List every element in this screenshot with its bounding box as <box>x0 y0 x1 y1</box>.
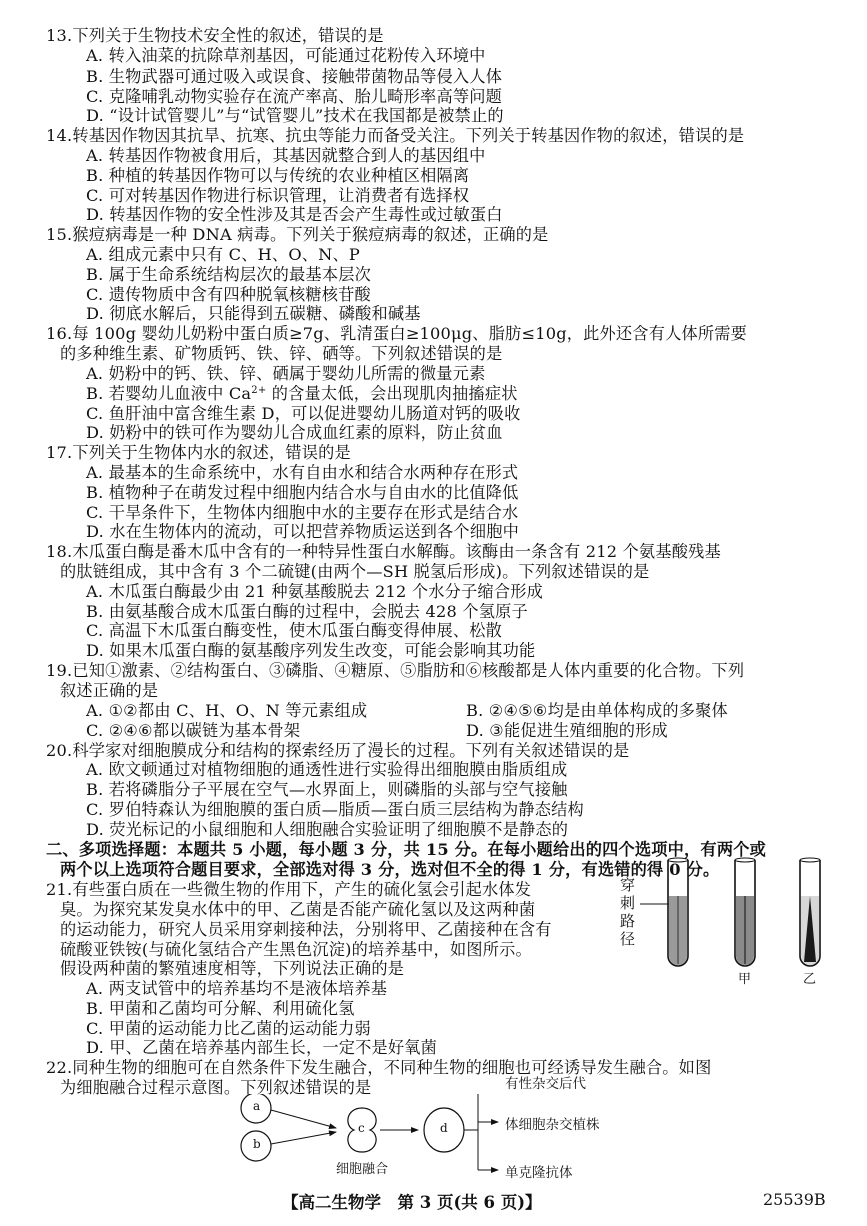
tube-label-jia: 甲 <box>738 972 752 987</box>
q18-option-c: C. 高温下木瓜蛋白酶变性，使木瓜蛋白酶变得伸展、松散 <box>86 621 502 640</box>
stab-path-label-char4: 径 <box>620 930 636 948</box>
q16-option-d: D. 奶粉中的铁可作为婴幼儿合成血红素的原料，防止贫血 <box>86 423 503 442</box>
q13-stem: 13.下列关于生物技术安全性的叙述，错误的是 <box>46 26 384 45</box>
q16-option-b-sup: 2+ <box>251 385 267 396</box>
q15-option-b: B. 属于生命系统结构层次的最基本层次 <box>86 265 371 284</box>
q18-option-d: D. 如果木瓜蛋白酶的氨基酸序列发生改变，可能会影响其功能 <box>86 641 536 660</box>
cell-c-label: c <box>358 1121 365 1135</box>
stab-path-label-char3: 路 <box>620 912 636 930</box>
cell-fusion-diagram <box>230 1094 650 1178</box>
q20-option-c: C. 罗伯特森认为细胞膜的蛋白质—脂质—蛋白质三层结构为静态结构 <box>86 800 584 819</box>
q16-option-c: C. 鱼肝油中富含维生素 D，可以促进婴幼儿肠道对钙的吸收 <box>86 404 521 423</box>
q14-option-a: A. 转基因作物被食用后，其基因就整合到人的基因组中 <box>86 146 486 165</box>
q15-option-d: D. 彻底水解后，只能得到五碳糖、磷酸和碱基 <box>86 304 421 323</box>
q13-option-b: B. 生物武器可通过吸入或误食、接触带菌物品等侵入人体 <box>86 67 503 86</box>
tube-yi <box>800 858 820 966</box>
q21-stem-line2: 臭。为探究某发臭水体中的甲、乙菌是否能产硫化氢以及这两种菌 <box>60 900 536 919</box>
q16-option-b <box>86 384 518 403</box>
stab-path-label-char1: 穿 <box>620 876 636 894</box>
q16-option-b-pre: B. 若婴幼儿血液中 Ca <box>86 384 252 403</box>
q18-stem-line1: 18.木瓜蛋白酶是番木瓜中含有的一种特异性蛋白水解酶。该酶由一条含有 212 个氨基酸残基 <box>46 542 721 561</box>
fusion-label: 细胞融合 <box>336 1162 389 1177</box>
q21-stem-line1: 21.有些蛋白质在一些微生物的作用下，产生的硫化氢会引起水体发 <box>46 880 532 899</box>
q17-option-a: A. 最基本的生命系统中，水有自由水和结合水两种存在形式 <box>86 463 519 482</box>
q17-option-b: B. 植物种子在萌发过程中细胞内结合水与自由水的比值降低 <box>86 483 519 502</box>
q21-stem-line4: 硫酸亚铁铵(与硫化氢结合产生黑色沉淀)的培养基中，如图所示。 <box>60 940 532 959</box>
q19-option-b: B. ②④⑤⑥均是由单体构成的多聚体 <box>466 701 728 720</box>
q15-option-c: C. 遗传物质中含有四种脱氧核糖核苷酸 <box>86 285 371 304</box>
arrow-a-to-c <box>271 1110 336 1128</box>
tube-label-yi: 乙 <box>803 972 817 987</box>
q21-option-d: D. 甲、乙菌在培养基内部生长，一定不是好氧菌 <box>86 1038 438 1057</box>
outcome-somatic-hybrid-plant: 体细胞杂交植株 <box>505 1117 600 1133</box>
q19-stem-line1: 19.已知①激素、②结构蛋白、③磷脂、④糖原、⑤脂肪和⑥核酸都是人体内重要的化合物。下列 <box>46 661 745 680</box>
cell-d-label: d <box>440 1121 448 1135</box>
q14-option-c: C. 可对转基因作物进行标识管理，让消费者有选择权 <box>86 186 470 205</box>
q17-option-d: D. 水在生物体内的流动，可以把营养物质运送到各个细胞中 <box>86 522 519 541</box>
q21-test-tube-figure <box>620 852 840 982</box>
outcome-sexual-hybrid: 有性杂交后代 <box>505 1076 586 1092</box>
tube-jia <box>668 858 688 966</box>
section2-heading-line2: 两个以上选项符合题目要求，全部选对得 3 分，选对但不全的得 1 分，有选错的得 0 分。 <box>60 860 720 879</box>
arrow-b-to-c <box>271 1132 336 1144</box>
q21-stem-line5: 假设两种菌的繁殖速度相等，下列说法正确的是 <box>60 959 405 978</box>
q16-option-b-post: 的含量太低，会出现肌肉抽搐症状 <box>266 384 518 403</box>
q19-option-c: C. ②④⑥都以碳链为基本骨架 <box>86 721 301 740</box>
tube-middle <box>735 858 755 966</box>
q20-option-b: B. 若将磷脂分子平展在空气—水界面上，则磷脂的头部与空气接触 <box>86 780 568 799</box>
q14-stem: 14.转基因作物因其抗旱、抗寒、抗虫等能力而备受关注。下列关于转基因作物的叙述，错误的是 <box>46 126 745 145</box>
q13-option-c: C. 克隆哺乳动物实验存在流产率高、胎儿畸形率高等问题 <box>86 87 502 106</box>
q18-option-a: A. 木瓜蛋白酶最少由 21 种氨基酸脱去 212 个水分子缩合形成 <box>86 582 543 601</box>
q20-option-a: A. 欧文顿通过对植物细胞的通透性进行实验得出细胞膜由脂质组成 <box>86 760 568 779</box>
q19-stem-line2: 叙述正确的是 <box>60 681 159 700</box>
q16-option-a: A. 奶粉中的钙、铁、锌、硒属于婴幼儿所需的微量元素 <box>86 364 486 383</box>
stab-path-label <box>620 876 635 948</box>
q21-option-b: B. 甲菌和乙菌均可分解、利用硫化氢 <box>86 999 355 1018</box>
q14-option-b: B. 种植的转基因作物可以与传统的农业种植区相隔离 <box>86 166 470 185</box>
q22-stem-line1: 22.同种生物的细胞可在自然条件下发生融合，不同种生物的细胞也可经诱导发生融合。如图 <box>46 1058 712 1077</box>
q15-stem: 15.猴痘病毒是一种 DNA 病毒。下列关于猴痘病毒的叙述，正确的是 <box>46 225 549 244</box>
page-footer-title: 【高二生物学 第 3 页(共 6 页)】 <box>282 1193 542 1212</box>
q14-option-d: D. 转基因作物的安全性涉及其是否会产生毒性或过敏蛋白 <box>86 205 503 224</box>
q15-option-a: A. 组成元素中只有 C、H、O、N、P <box>86 245 361 264</box>
cell-a-label: a <box>253 1099 261 1113</box>
q21-option-c: C. 甲菌的运动能力比乙菌的运动能力弱 <box>86 1019 371 1038</box>
q16-stem-line2: 的多种维生素、矿物质钙、铁、锌、硒等。下列叙述错误的是 <box>60 344 503 363</box>
outcome-monoclonal-antibody: 单克隆抗体 <box>505 1165 573 1181</box>
q19-option-d: D. ③能促进生殖细胞的形成 <box>466 721 668 740</box>
stab-path-label-char2: 刺 <box>620 894 636 912</box>
q17-option-c: C. 干旱条件下，生物体内细胞中水的主要存在形式是结合水 <box>86 503 519 522</box>
q19-option-a: A. ①②都由 C、H、O、N 等元素组成 <box>86 701 368 720</box>
q17-stem: 17.下列关于生物体内水的叙述，错误的是 <box>46 443 351 462</box>
q16-stem-line1: 16.每 100g 婴幼儿奶粉中蛋白质≥7g、乳清蛋白≥100μg、脂肪≤10g，此外还含有人体所需要 <box>46 324 748 343</box>
q21-option-a: A. 两支试管中的培养基均不是液体培养基 <box>86 979 388 998</box>
q20-stem: 20.科学家对细胞膜成分和结构的探索经历了漫长的过程。下列有关叙述错误的是 <box>46 741 630 760</box>
section2-heading-line1: 二、多项选择题：本题共 5 小题，每小题 3 分，共 15 分。在每小题给出的四个选项中，有两个或 <box>46 840 766 859</box>
q20-option-d: D. 荧光标记的小鼠细胞和人细胞融合实验证明了细胞膜不是静态的 <box>86 820 569 839</box>
q13-option-d: D. “设计试管婴儿”与“试管婴儿”技术在我国都是被禁止的 <box>86 106 504 125</box>
q22-stem-line2: 为细胞融合过程示意图。下列叙述错误的是 <box>60 1078 372 1097</box>
q21-stem-line3: 的运动能力，研究人员采用穿刺接种法，分别将甲、乙菌接种在含有 <box>60 920 552 939</box>
cell-b-label: b <box>253 1137 261 1151</box>
q18-option-b: B. 由氨基酸合成木瓜蛋白酶的过程中，会脱去 428 个氢原子 <box>86 602 528 621</box>
q18-stem-line2: 的肽链组成，其中含有 3 个二硫键(由两个—SH 脱氢后形成)。下列叙述错误的是 <box>60 562 650 581</box>
q13-option-a: A. 转入油菜的抗除草剂基因，可能通过花粉传入环境中 <box>86 46 486 65</box>
page-footer-code: 25539B <box>763 1190 826 1209</box>
